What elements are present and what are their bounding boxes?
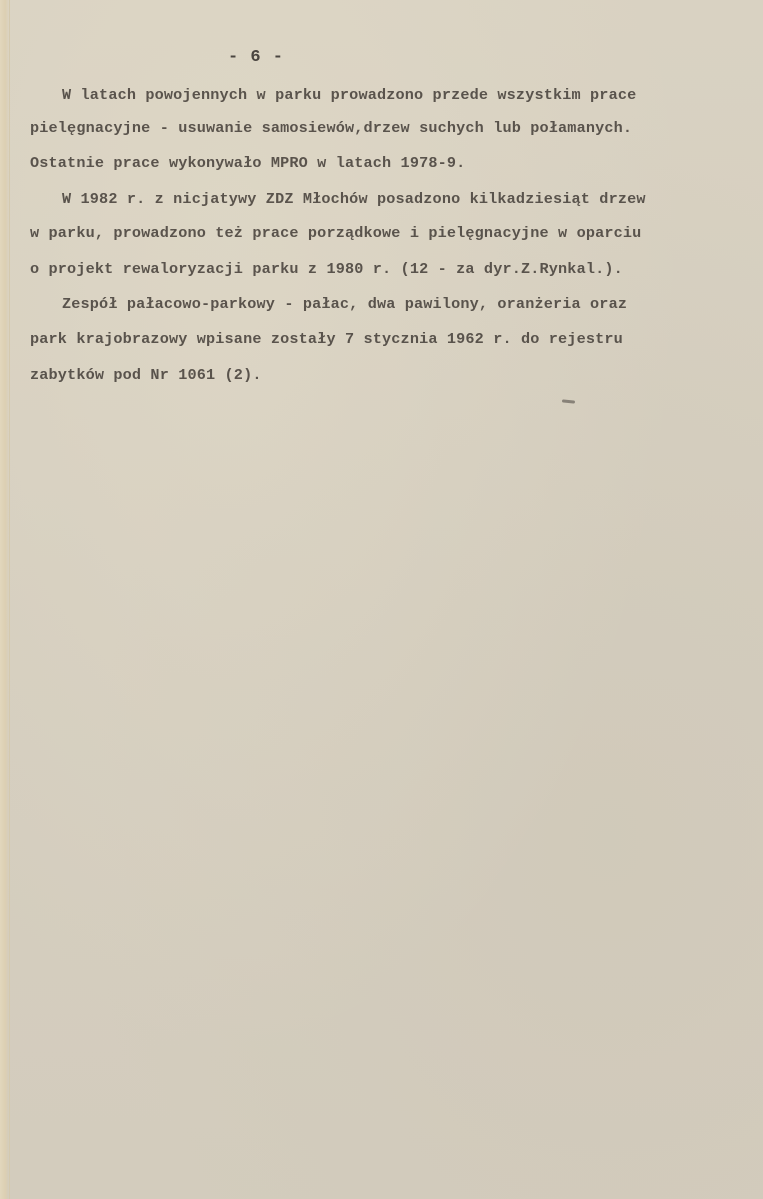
text-line-9: zabytków pod Nr 1061 (2).: [30, 366, 262, 384]
text-line-6: o projekt rewaloryzacji parku z 1980 r. (12 - za dyr.Z.Rynkal.).: [30, 260, 623, 278]
text-line-5: w parku, prowadzono też prace porządkowe i pielęgnacyjne w oparciu: [30, 224, 642, 242]
paper-left-edge: [0, 0, 10, 1199]
text-line-7: Zespół pałacowo-parkowy - pałac, dwa pawilony, oranżeria oraz: [62, 295, 628, 313]
text-line-3: Ostatnie prace wykonywało MPRO w latach 1978-9.: [30, 154, 466, 172]
text-line-1: W latach powojennych w parku prowadzono przede wszystkim prace: [62, 86, 637, 104]
ink-smudge: [562, 399, 575, 403]
text-line-8: park krajobrazowy wpisane zostały 7 stycznia 1962 r. do rejestru: [30, 330, 623, 348]
text-line-2: pielęgnacyjne - usuwanie samosiewów,drzew suchych lub połamanych.: [30, 119, 633, 137]
page-number: - 6 -: [228, 48, 285, 67]
text-line-4: W 1982 r. z nicjatywy ZDZ Młochów posadzono kilkadziesiąt drzew: [62, 190, 646, 208]
